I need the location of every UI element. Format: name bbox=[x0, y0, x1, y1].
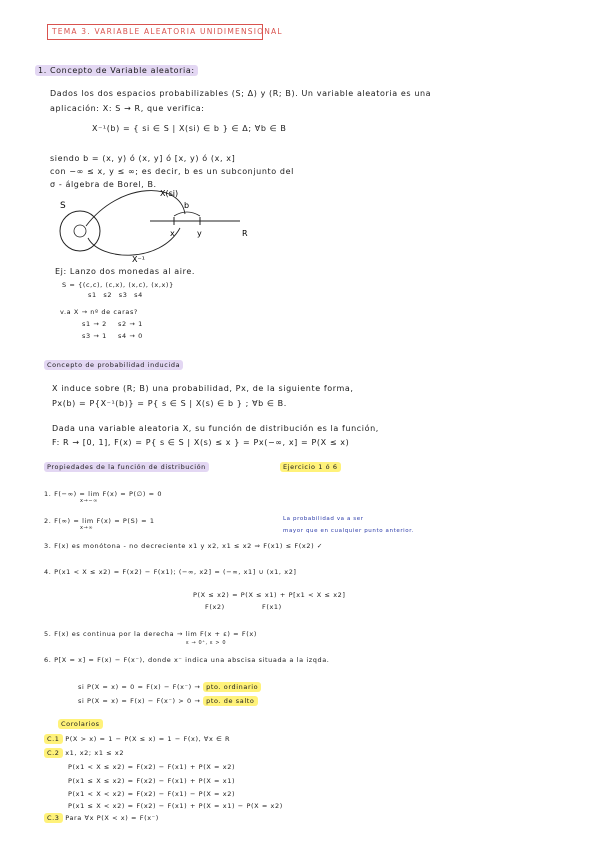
property-1: 1. F(−∞) = lim F(x) = P(∅) = 0 bbox=[44, 490, 163, 498]
mapping-s3: s3 → 1 bbox=[82, 332, 107, 340]
corollary-label: C.2 bbox=[44, 748, 63, 758]
corollary-text: Para ∀x P(X < x) = F(x⁻) bbox=[65, 814, 159, 822]
property-4-brace-label: F(x2) bbox=[205, 603, 225, 611]
page-title: TEMA 3. VARIABLE ALEATORIA UNIDIMENSIONAL bbox=[47, 24, 263, 40]
corollaries-heading bbox=[58, 720, 103, 728]
paragraph-line: aplicación: X: S → R, que verifica: bbox=[50, 104, 205, 113]
corollary-text: P(X > x) = 1 − P(X ≤ x) = 1 − F(x), ∀x ∈ R bbox=[65, 735, 231, 743]
label-x: x bbox=[170, 229, 175, 238]
formula: X⁻¹(b) = { si ∈ S | X(si) ∈ b } ∈ Δ; ∀b ∈ B bbox=[92, 124, 287, 133]
property-6a bbox=[78, 683, 261, 691]
exercise-tag bbox=[280, 463, 341, 471]
corollary-2b: P(x1 ≤ X ≤ x2) = F(x2) − F(x1) + P(X = x1) bbox=[68, 777, 236, 785]
margin-note: mayor que en cualquier punto anterior. bbox=[283, 528, 414, 534]
heading-text: 1. Concepto de Variable aleatoria: bbox=[35, 65, 198, 76]
property-2-limit: x→∞ bbox=[80, 525, 94, 531]
interval-brace bbox=[174, 212, 200, 216]
corollary-1 bbox=[44, 735, 230, 743]
highlight-salto: pto. de salto bbox=[203, 696, 257, 706]
property-6b-text: si P(X = x) = F(x) − F(x⁻) > 0 → bbox=[78, 697, 201, 705]
property-4-brace-label: F(x1) bbox=[262, 603, 282, 611]
label-r: R bbox=[242, 229, 248, 238]
exercise-text: Ejercicio 1 ó 6 bbox=[280, 462, 341, 472]
corollary-text: x1, x2; x1 ≤ x2 bbox=[65, 749, 125, 757]
heading-text: Corolarios bbox=[58, 719, 103, 729]
mapping-s4: s4 → 0 bbox=[118, 332, 143, 340]
element-circle bbox=[74, 225, 86, 237]
random-variable-def: v.a X → nº de caras? bbox=[60, 308, 138, 316]
corollary-label: C.3 bbox=[44, 813, 63, 823]
sample-space-subscripts: s1 s2 s3 s4 bbox=[88, 291, 143, 299]
mapping-diagram bbox=[50, 186, 290, 266]
label-y: y bbox=[197, 229, 202, 238]
paragraph-line: σ - álgebra de Borel, B. bbox=[50, 180, 157, 189]
paragraph-line: X induce sobre (R; B) una probabilidad, Px, de la siguiente forma, bbox=[52, 384, 354, 393]
heading-text: Propiedades de la función de distribución bbox=[44, 462, 209, 472]
property-6a-text: si P(X = x) = 0 = F(x) − F(x⁻) → bbox=[78, 683, 201, 691]
paragraph-line: siendo b = (x, y) ó (x, y] ó [x, y) ó (x, x] bbox=[50, 154, 236, 163]
paragraph-line: Dada una variable aleatoria X, su función de distribución es la función, bbox=[52, 424, 379, 433]
property-5-limit: ε → 0⁺, ε > 0 bbox=[186, 640, 227, 646]
paragraph-line: Px(b) = P{X⁻¹(b)} = P{ s ∈ S | X(s) ∈ b } ; ∀b ∈ B. bbox=[52, 399, 287, 408]
corollary-3 bbox=[44, 814, 159, 822]
corollary-2d: P(x1 ≤ X < x2) = F(x2) − F(x1) + P(X = x1) − P(X = x2) bbox=[68, 802, 283, 810]
mapping-s1: s1 → 2 bbox=[82, 320, 107, 328]
margin-note: La probabilidad va a ser bbox=[283, 516, 364, 522]
mapping-s2: s2 → 1 bbox=[118, 320, 143, 328]
example-intro: Ej: Lanzo dos monedas al aire. bbox=[55, 267, 196, 276]
corollary-2 bbox=[44, 749, 124, 757]
section-heading-probabilidad bbox=[44, 361, 183, 369]
paragraph-line: Dados los dos espacios probabilizables (S; Δ) y (R; B). Un variable aleatoria es una bbox=[50, 89, 432, 98]
highlight-ordinario: pto. ordinario bbox=[203, 682, 261, 692]
property-4: 4. P(x1 < X ≤ x2) = F(x2) − F(x1); (−∞, x2] = (−∞, x1] ∪ (x1, x2] bbox=[44, 568, 297, 576]
paragraph-line: F: R → [0, 1], F(x) = P{ s ∈ S | X(s) ≤ x } = Px(−∞, x] = P(X ≤ x) bbox=[52, 438, 350, 447]
corollary-label: C.1 bbox=[44, 734, 63, 744]
section-heading-concepto bbox=[35, 66, 198, 75]
label-xsi: X(si) bbox=[160, 189, 179, 198]
paragraph-line: con −∞ ≤ x, y ≤ ∞; es decir, b es un subconjunto del bbox=[50, 167, 294, 176]
label-s: S bbox=[60, 201, 66, 211]
mapping-arrow-xinv bbox=[88, 228, 180, 255]
property-5: 5. F(x) es continua por la derecha → lim F(x + ε) = F(x) bbox=[44, 630, 257, 638]
label-xinv: X⁻¹ bbox=[132, 255, 145, 264]
property-3: 3. F(x) es monótona - no decreciente x1 y x2, x1 ≤ x2 ⇒ F(x1) ≤ F(x2) ✓ bbox=[44, 542, 323, 550]
property-4-equation: P(X ≤ x2) = P(X ≤ x1) + P[x1 < X ≤ x2] bbox=[193, 591, 346, 599]
label-b: b bbox=[184, 201, 190, 210]
property-1-limit: x→−∞ bbox=[80, 498, 98, 504]
corollary-2a: P(x1 < X ≤ x2) = F(x2) − F(x1) + P(X = x2) bbox=[68, 763, 236, 771]
property-6b bbox=[78, 697, 258, 705]
property-2: 2. F(∞) = lim F(x) = P(S) = 1 bbox=[44, 517, 155, 525]
section-heading-propiedades bbox=[44, 463, 209, 471]
corollary-2c: P(x1 < X < x2) = F(x2) − F(x1) − P(X = x2) bbox=[68, 790, 236, 798]
sample-space: S = {(c,c), (c,x), (x,c), (x,x)} bbox=[62, 281, 174, 289]
heading-text: Concepto de probabilidad inducida bbox=[44, 360, 183, 370]
property-6: 6. P[X = x] = F(x) − F(x⁻), donde x⁻ indica una abscisa situada a la izqda. bbox=[44, 656, 330, 664]
